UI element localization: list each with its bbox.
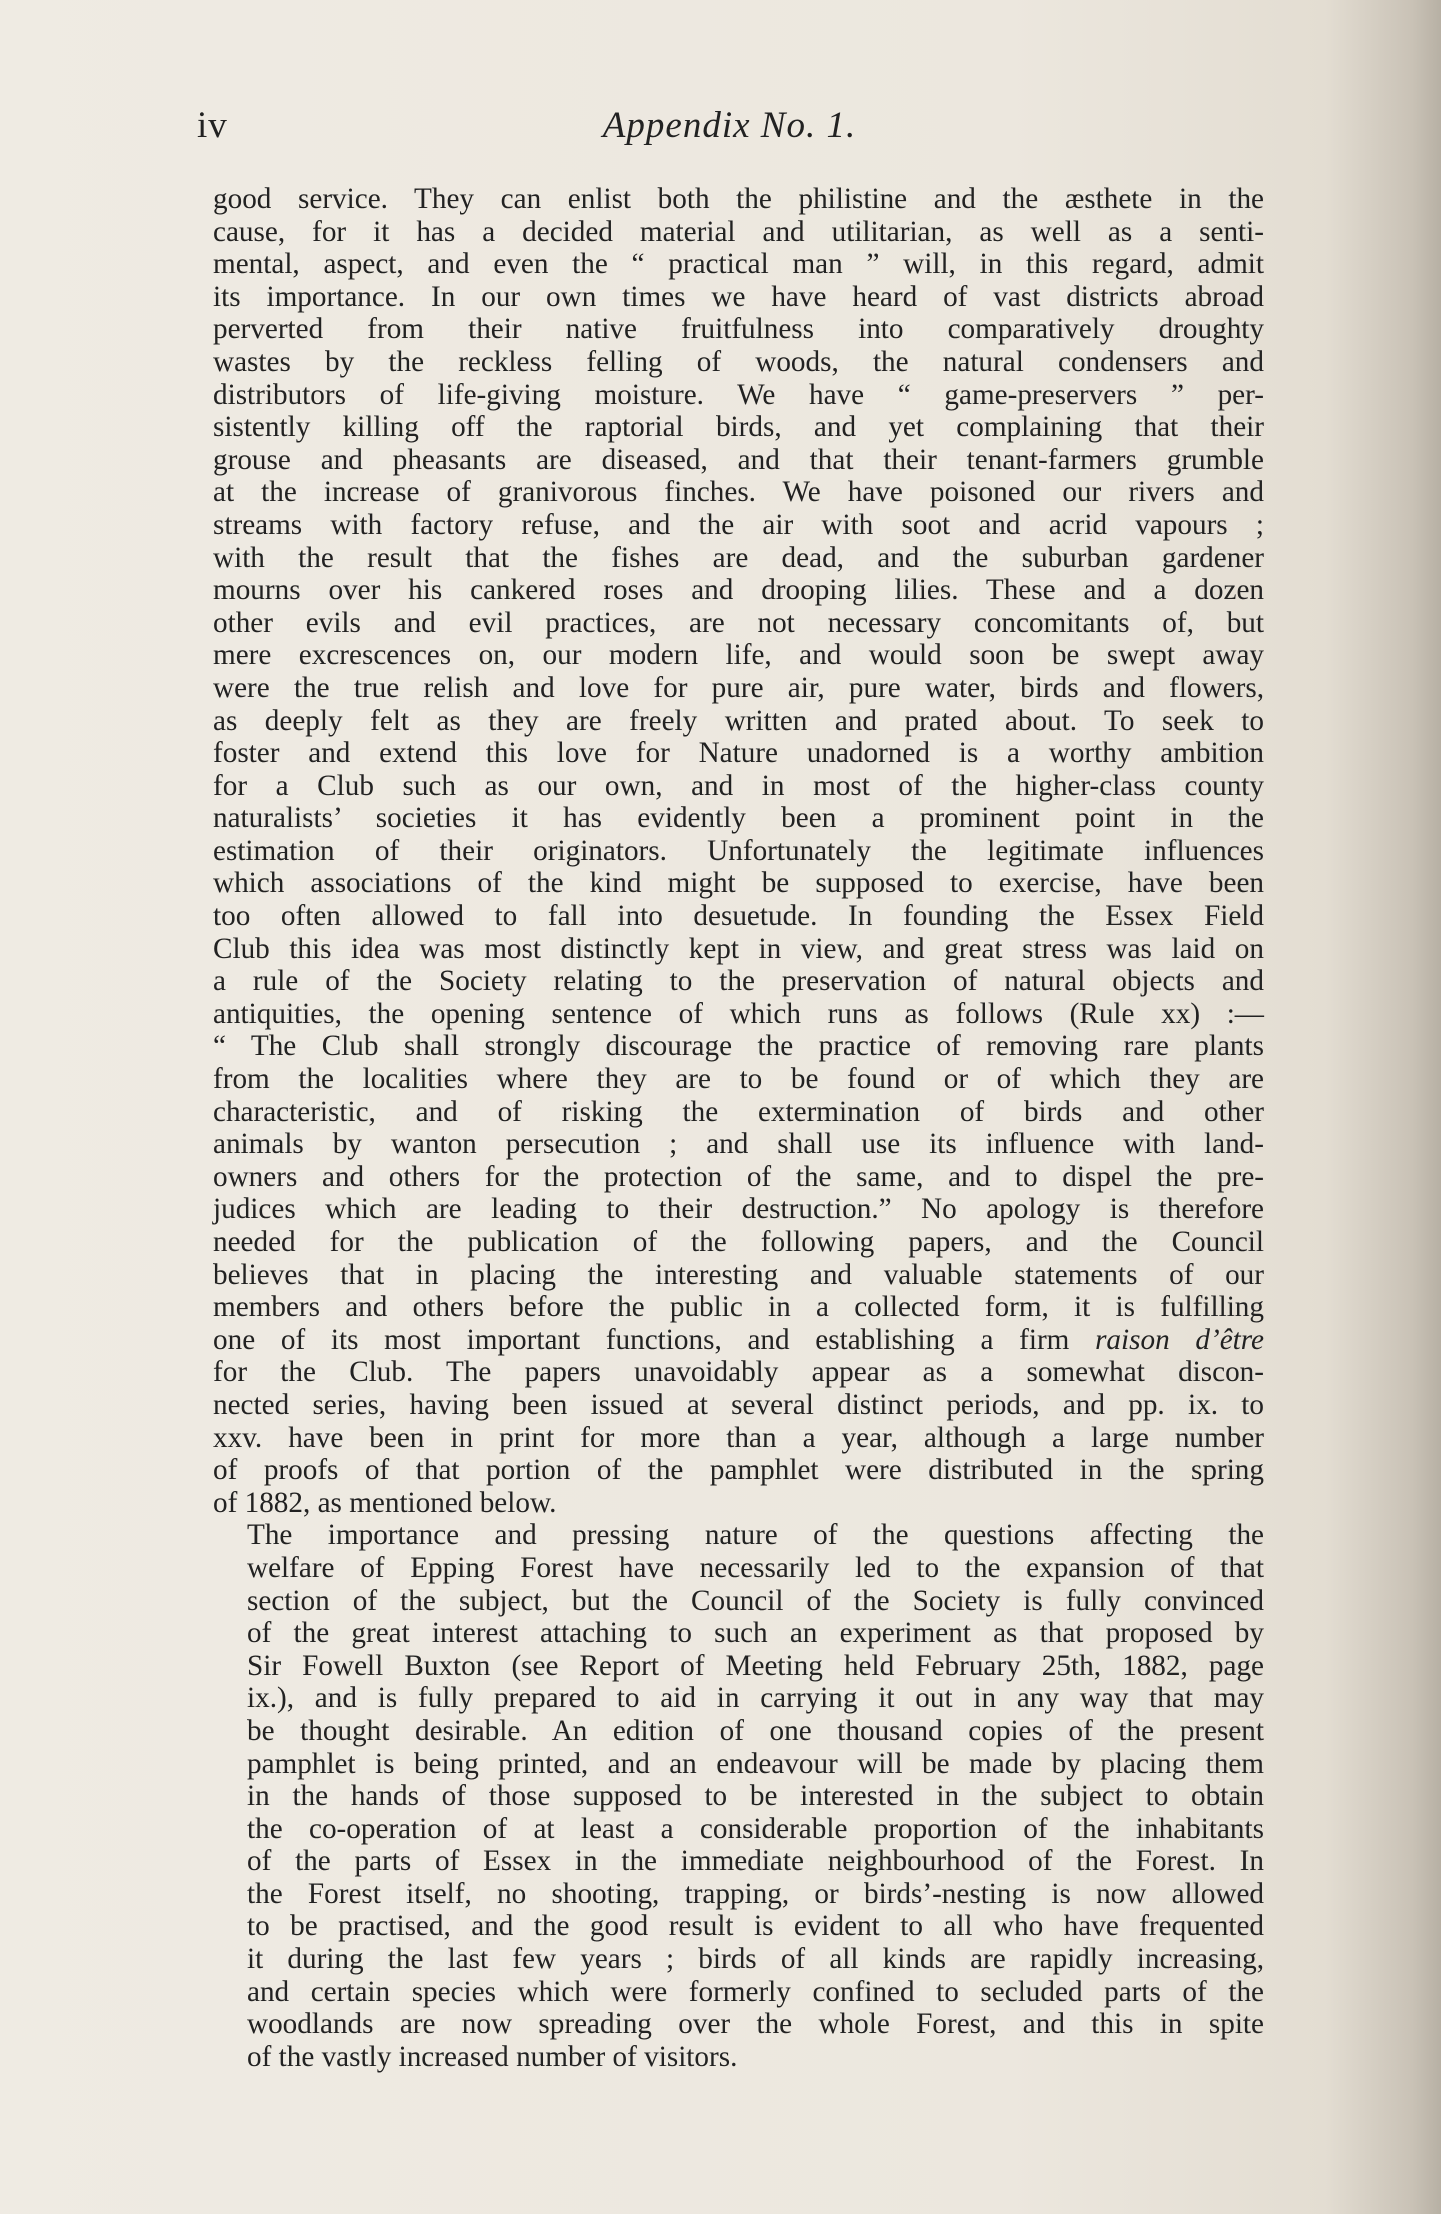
text-line: it during the last few years ; birds of all kinds are rapidly increasing, <box>247 1943 1264 1976</box>
text-line: “ The Club shall strongly discourage the practice of removing rare plants <box>213 1030 1264 1063</box>
text-line: of 1882, as mentioned below. <box>213 1486 557 1519</box>
text-line: animals by wanton persecution ; and shall use its influence with land- <box>213 1128 1264 1161</box>
text-line: good service. They can enlist both the philistine and the æsthete in the <box>213 183 1264 215</box>
text-line: estimation of their originators. Unfortunately the legitimate influences <box>213 834 1264 867</box>
text-line: ix.), and is fully prepared to aid in carrying it out in any way that may <box>247 1682 1264 1715</box>
text-line: foster and extend this love for Nature unadorned is a worthy ambition <box>213 737 1264 770</box>
text-line: xxv. have been in print for more than a year, although a large number <box>213 1421 1264 1454</box>
text-line: as deeply felt as they are freely written and prated about. To seek to <box>213 704 1264 737</box>
text-line: section of the subject, but the Council of the Society is fully convinced <box>247 1584 1264 1617</box>
text-line: antiquities, the opening sentence of which runs as follows (Rule xx) :— <box>213 997 1264 1030</box>
text-line: at the increase of granivorous finches. We have poisoned our rivers and <box>213 476 1264 509</box>
text-line: streams with factory refuse, and the air with soot and acrid vapours ; <box>213 508 1264 541</box>
text-line: too often allowed to fall into desuetude. In founding the Essex Field <box>213 900 1264 933</box>
text-line: for the Club. The papers unavoidably appear as a somewhat discon- <box>213 1356 1264 1389</box>
text-line: Sir Fowell Buxton (see Report of Meeting held February 25th, 1882, page <box>247 1649 1264 1682</box>
text-line: perverted from their native fruitfulness into comparatively droughty <box>213 313 1264 346</box>
text-line: its importance. In our own times we have heard of vast districts abroad <box>213 280 1264 313</box>
text-line: a rule of the Society relating to the preservation of natural objects and <box>213 965 1264 998</box>
text-line: and certain species which were formerly confined to secluded parts of the <box>247 1975 1264 2008</box>
text-line: sistently killing off the raptorial birds, and yet complaining that their <box>213 411 1264 444</box>
paragraph <box>213 183 1264 1519</box>
text-line: the co-operation of at least a considerable proportion of the inhabitants <box>247 1812 1264 1845</box>
text-line: of proofs of that portion of the pamphlet were distributed in the spring <box>213 1454 1264 1487</box>
text-line: pamphlet is being printed, and an endeavour will be made by placing them <box>247 1747 1264 1780</box>
text-line: welfare of Epping Forest have necessarily led to the expansion of that <box>247 1551 1264 1584</box>
page-header <box>197 104 1262 154</box>
text-line: which associations of the kind might be supposed to exercise, have been <box>213 867 1264 900</box>
text-line: of the parts of Essex in the immediate neighbourhood of the Forest. In <box>247 1845 1264 1878</box>
text-line: of the great interest attaching to such an experiment as that proposed by <box>247 1617 1264 1650</box>
text-line: mental, aspect, and even the “ practical man ” will, in this regard, admit <box>213 248 1264 281</box>
text-line: of the vastly increased number of visitors. <box>247 2040 738 2073</box>
text-line: judices which are leading to their destruction.” No apology is therefore <box>213 1193 1264 1226</box>
body-text <box>213 183 1264 2073</box>
text-line: grouse and pheasants are diseased, and that their tenant-farmers grumble <box>213 443 1264 476</box>
text-line: for a Club such as our own, and in most of the higher-class county <box>213 769 1264 802</box>
text-line: mere excrescences on, our modern life, and would soon be swept away <box>213 639 1264 672</box>
text-line: The importance and pressing nature of the questions affecting the <box>247 1519 1264 1552</box>
text-line: nected series, having been issued at several distinct periods, and pp. ix. to <box>213 1388 1264 1421</box>
text-line: from the localities where they are to be found or of which they are <box>213 1063 1264 1096</box>
text-line: mourns over his cankered roses and drooping lilies. These and a dozen <box>213 574 1264 607</box>
page-number: iv <box>197 105 228 146</box>
text-line: the Forest itself, no shooting, trapping, or birds’-nesting is now allowed <box>247 1877 1264 1910</box>
text-line: distributors of life-giving moisture. We have “ game-preservers ” per- <box>213 378 1264 411</box>
paragraph <box>213 1519 1264 2073</box>
text-line: members and others before the public in a collected form, it is fulfilling <box>213 1291 1264 1324</box>
text-line: with the result that the fishes are dead, and the suburban gardener <box>213 541 1264 574</box>
text-line: needed for the publication of the following papers, and the Council <box>213 1226 1264 1258</box>
text-line: to be practised, and the good result is evident to all who have frequented <box>247 1910 1264 1943</box>
text-line: wastes by the reckless felling of woods, the natural condensers and <box>213 345 1264 378</box>
text-line: woodlands are now spreading over the whole Forest, and this in spite <box>247 2008 1264 2041</box>
text-line: Club this idea was most distinctly kept in view, and great stress was laid on <box>213 932 1264 965</box>
text-line: believes that in placing the interesting and valuable statements of our <box>213 1258 1264 1291</box>
text-line: characteristic, and of risking the extermination of birds and other <box>213 1095 1264 1128</box>
text-line: cause, for it has a decided material and utilitarian, as well as a senti- <box>213 215 1264 248</box>
text-line: in the hands of those supposed to be interested in the subject to obtain <box>247 1780 1264 1813</box>
text-line: be thought desirable. An edition of one thousand copies of the present <box>247 1714 1264 1747</box>
text-line: owners and others for the protection of the same, and to dispel the pre- <box>213 1160 1264 1193</box>
text-line: one of its most important functions, and establishing a firm raison d’être <box>213 1323 1265 1356</box>
text-line: were the true relish and love for pure air, pure water, birds and flowers, <box>213 671 1264 704</box>
text-line: naturalists’ societies it has evidently been a prominent point in the <box>213 802 1264 835</box>
running-title: Appendix No. 1. <box>602 105 857 146</box>
text-line: other evils and evil practices, are not necessary concomitants of, but <box>213 606 1264 639</box>
